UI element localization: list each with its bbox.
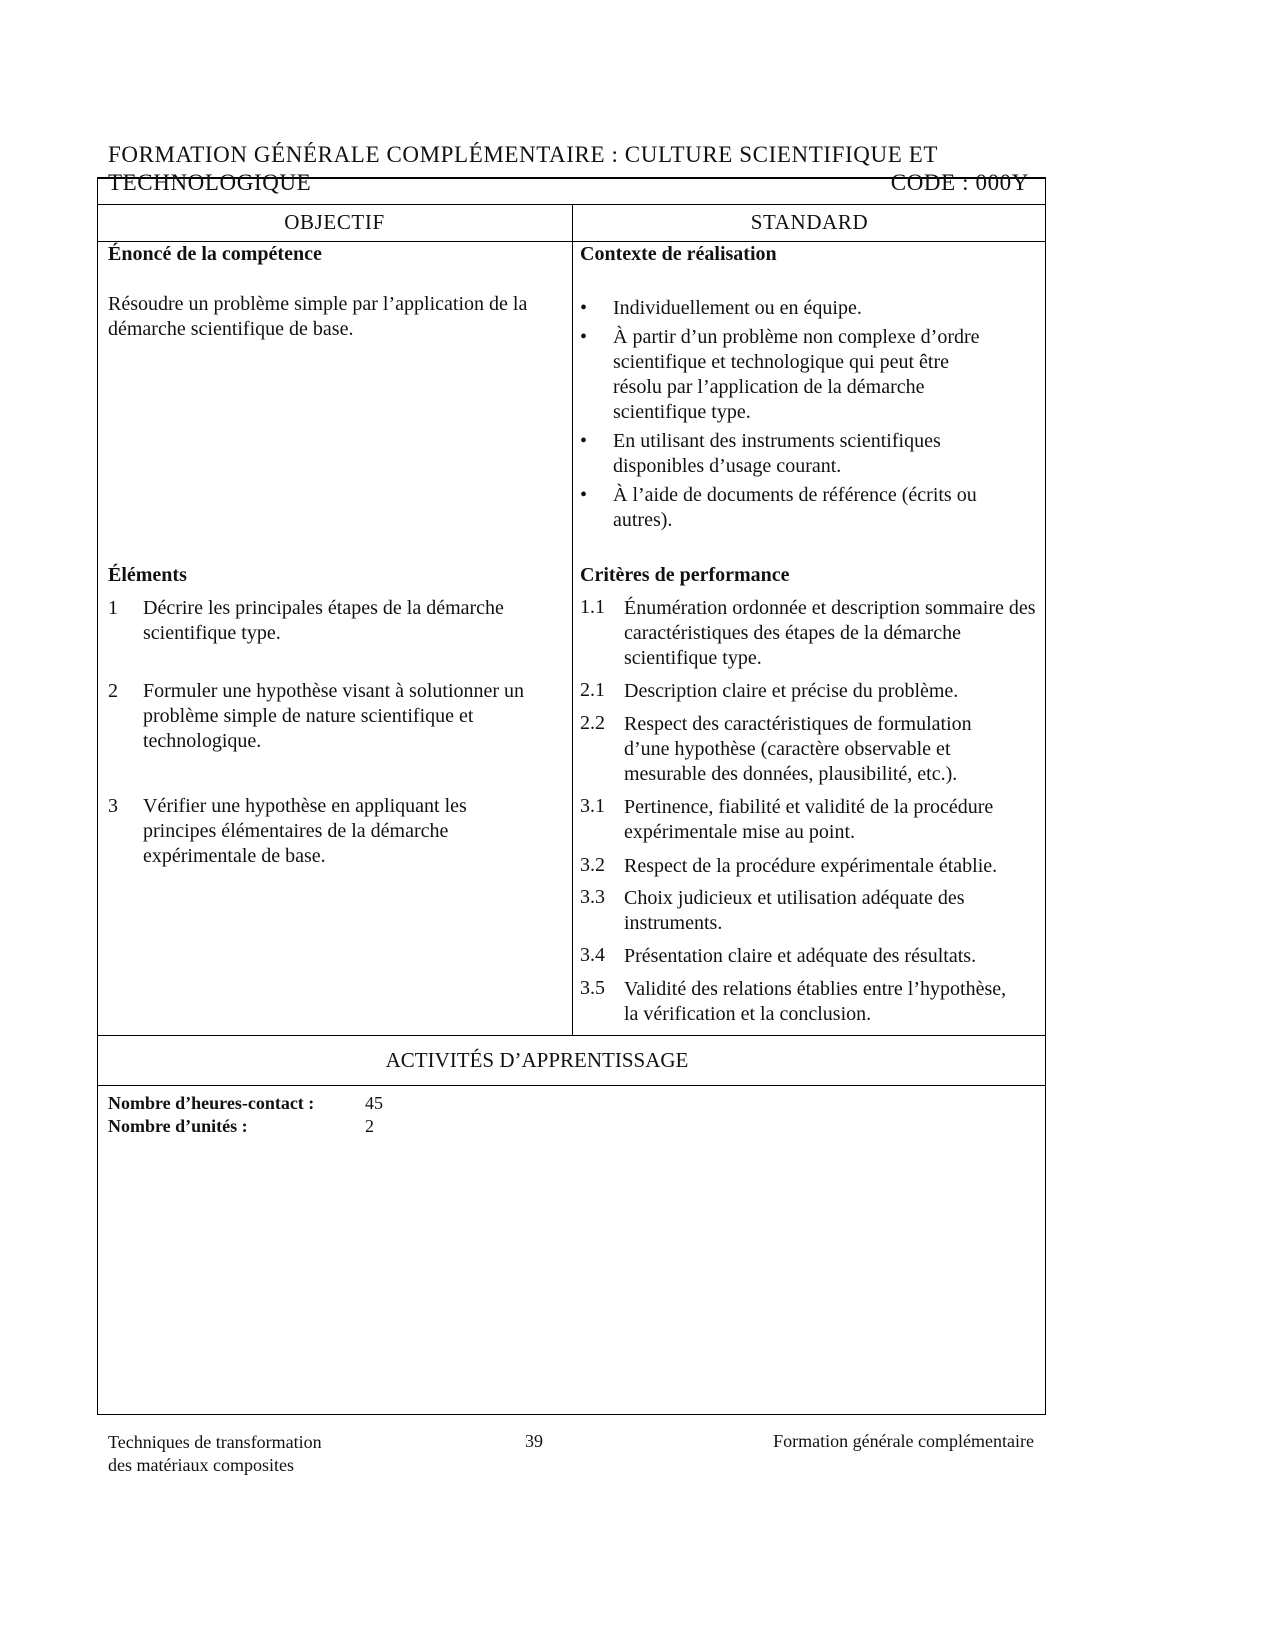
element-number: 2 <box>108 680 118 702</box>
critere-text: Validité des relations établies entre l’hypothèse, la vérification et la conclusion. <box>624 978 1007 1025</box>
contexte-heading: Contexte de réalisation <box>580 243 777 265</box>
contexte-item: • À partir d’un problème non complexe d’ordre scientifique et technologique qui peut être résolu par l’application de la démarche scientifique type. <box>613 325 983 425</box>
course-code: CODE : 000Y <box>890 170 1029 195</box>
divider <box>97 1035 1046 1036</box>
critere-text: Description claire et précise du problème. <box>624 680 959 702</box>
critere-text: Énumération ordonnée et description sommaire des caractéristiques des étapes de la démarche scientifique type. <box>624 597 1036 669</box>
footer-program-line2: des matériaux composites <box>108 1455 294 1475</box>
critere-text: Choix judicieux et utilisation adéquate des instruments. <box>624 887 965 934</box>
contexte-item: • Individuellement ou en équipe. <box>613 296 1013 321</box>
critere-text: Présentation claire et adéquate des résultats. <box>624 945 977 967</box>
contexte-item: • À l’aide de documents de référence (écrits ou autres). <box>613 483 998 533</box>
activites-heading: ACTIVITÉS D’APPRENTISSAGE <box>385 1048 689 1072</box>
unites-label: Nombre d’unités : <box>108 1116 248 1136</box>
element-text: Formuler une hypothèse visant à solutionner un problème simple de nature scientifique et technologique. <box>143 680 525 752</box>
critere-number: 1.1 <box>580 596 605 618</box>
enonce-heading: Énoncé de la compétence <box>108 243 322 265</box>
enonce-text: Résoudre un problème simple par l’application de la démarche scientifique de base. <box>108 293 528 340</box>
title-line-1: FORMATION GÉNÉRALE COMPLÉMENTAIRE : CULTURE SCIENTIFIQUE ET <box>108 142 939 167</box>
heures-label: Nombre d’heures-contact : <box>108 1093 315 1113</box>
contexte-item: • En utilisant des instruments scientifiques disponibles d’usage courant. <box>613 429 993 479</box>
divider <box>97 1085 1046 1086</box>
unites-value: 2 <box>365 1116 374 1136</box>
element-number: 1 <box>108 597 118 619</box>
footer-program-line1: Techniques de transformation <box>108 1432 322 1452</box>
criteres-heading: Critères de performance <box>580 564 790 586</box>
footer-right: Formation générale complémentaire <box>773 1431 1034 1451</box>
footer-left <box>108 1431 322 1477</box>
critere-text: Respect de la procédure expérimentale établie. <box>624 855 998 877</box>
column-header-objectif: OBJECTIF <box>284 210 385 234</box>
page-number: 39 <box>525 1431 543 1451</box>
critere-number: 3.3 <box>580 886 605 908</box>
column-divider <box>572 204 573 1035</box>
elements-heading: Éléments <box>108 564 187 586</box>
critere-number: 3.4 <box>580 944 605 966</box>
element-number: 3 <box>108 795 118 817</box>
critere-number: 2.1 <box>580 679 605 701</box>
title-line-2: TECHNOLOGIQUE <box>108 170 312 195</box>
critere-text: Respect des caractéristiques de formulation d’une hypothèse (caractère observable et mesurable des données, plausibilité, etc.). <box>624 713 972 785</box>
column-header-standard: STANDARD <box>750 210 869 234</box>
element-text: Vérifier une hypothèse en appliquant les principes élémentaires de la démarche expérimentale de base. <box>143 795 467 867</box>
element-text: Décrire les principales étapes de la démarche scientifique type. <box>143 597 504 644</box>
critere-number: 2.2 <box>580 712 605 734</box>
heures-value: 45 <box>365 1093 383 1113</box>
critere-text: Pertinence, fiabilité et validité de la procédure expérimentale mise au point. <box>624 796 994 843</box>
critere-number: 3.1 <box>580 795 605 817</box>
critere-number: 3.5 <box>580 977 605 999</box>
critere-number: 3.2 <box>580 854 605 876</box>
